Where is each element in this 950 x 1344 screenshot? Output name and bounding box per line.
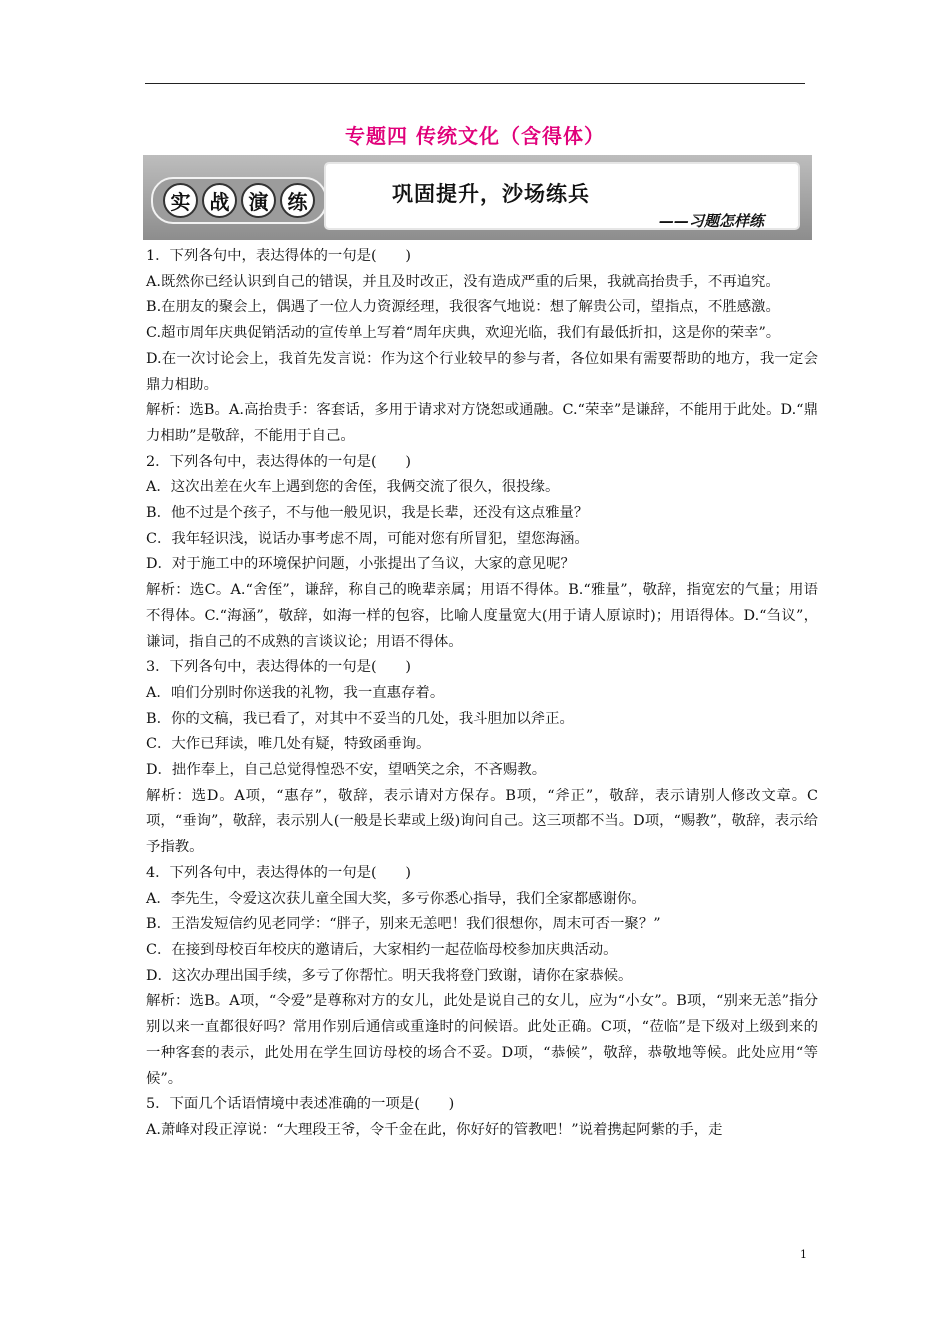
question-option: D．这次办理出国手续，多亏了你帮忙。明天我将登门致谢，请你在家恭候。 — [146, 967, 633, 984]
question-stem: 5．下面几个话语情境中表述准确的一项是( ) — [146, 1096, 455, 1113]
question-option: C．在接到母校百年校庆的邀请后，大家相约一起莅临母校参加庆典活动。 — [146, 941, 618, 958]
question-option: A．咱们分别时你送我的礼物，我一直惠存着。 — [146, 684, 445, 701]
page-number: 1 — [800, 1248, 807, 1261]
question-option: A．李先生，令爱这次获儿童全国大奖，多亏你悉心指导，我们全家都感谢你。 — [146, 890, 646, 907]
page-title: 专题四 传统文化（含得体） — [345, 124, 605, 148]
question-option: D.在一次讨论会上，我首先发言说：作为这个行业较早的参与者，各位如果有需要帮助的地方，我一定会鼎力相助。 — [146, 350, 818, 393]
question-list — [146, 244, 818, 1144]
question-stem: 2．下列各句中，表达得体的一句是( ) — [146, 453, 412, 470]
question-option: D．拙作奉上，自己总觉得惶恐不安，望哂笑之余，不吝赐教。 — [146, 762, 547, 779]
question-stem: 1．下列各句中，表达得体的一句是( ) — [146, 248, 412, 264]
question-stem: 3．下列各句中，表达得体的一句是( ) — [146, 659, 412, 676]
question-analysis: 解析：选B。A项，“令爱”是尊称对方的女儿，此处是说自己的女儿，应为“小女”。B项，“别来无恙”指分别以来一直都很好吗？常用作别后通信或重逢时的问候语。此处正确。C项，“莅临”是下级对上级到来的一种客套的表示，此处用在学生回访母校的场合不妥。D项，“恭候”，敬辞，恭敬地等候。此处应用“等候”。 — [146, 993, 818, 1087]
question-option: D．对于施工中的环境保护问题，小张提出了刍议，大家的意见呢？ — [146, 556, 575, 573]
question-option: B．你的文稿，我已看了，对其中不妥当的几处，我斗胆加以斧正。 — [146, 710, 574, 727]
question-option: A.萧峰对段正淳说：“大理段王爷，令千金在此，你好好的管教吧！”说着携起阿紫的手，走 — [146, 1121, 723, 1138]
badge-char: 实 — [163, 183, 198, 218]
question-analysis: 解析：选B。A.高抬贵手：客套话，多用于请求对方饶恕或通融。C.“荣幸”是谦辞，不能用于此处。D.“鼎力相助”是敬辞，不能用于自己。 — [146, 402, 818, 444]
question-option: B．他不过是个孩子，不与他一般见识，我是长辈，还没有这点雅量？ — [146, 505, 589, 522]
question-option: C．大作已拜读，唯几处有疑，特致函垂询。 — [146, 736, 431, 753]
question-option: B．王浩发短信约见老同学：“胖子，别来无恙吧！我们很想你，周末可否一聚？” — [146, 916, 661, 933]
practice-badges — [151, 177, 327, 224]
question-option: A．这次出差在火车上遇到您的舍侄，我俩交流了很久，很投缘。 — [146, 479, 560, 496]
question-option: C.超市周年庆典促销活动的宣传单上写着“周年庆典，欢迎光临，我们有最低折扣，这是你的荣幸”。 — [146, 325, 781, 342]
badge-char: 战 — [202, 183, 237, 218]
banner-subtitle: ——习题怎样练 — [658, 212, 764, 230]
banner-panel — [326, 164, 798, 228]
question-option: C．我年轻识浅，说话办事考虑不周，可能对您有所冒犯，望您海涵。 — [146, 530, 589, 547]
practice-banner — [143, 155, 812, 240]
question-option: B.在朋友的聚会上，偶遇了一位人力资源经理，我很客气地说：想了解贵公司，望指点，不胜感激。 — [146, 299, 780, 316]
question-analysis: 解析：选D。A项，“惠存”，敬辞，表示请对方保存。B项，“斧正”，敬辞，表示请别人修改文章。C项，“垂询”，敬辞，表示别人(一般是长辈或上级)询问自己。这三项都不当。D项，“赐教”，敬辞，表示给予指教。 — [146, 787, 818, 856]
banner-slogan: 巩固提升，沙场练兵 — [392, 182, 590, 206]
badge-char: 练 — [280, 183, 315, 218]
question-option: A.既然你已经认识到自己的错误，并且及时改正，没有造成严重的后果，我就高抬贵手，不再追究。 — [146, 273, 780, 290]
header-rule — [145, 83, 805, 84]
question-analysis: 解析：选C。A.“舍侄”，谦辞，称自己的晚辈亲属；用语不得体。B.“雅量”，敬辞，指宽宏的气量；用语不得体。C.“海涵”，敬辞，如海一样的包容，比喻人度量宽大(用于请人原谅时)；用语得体。D.“刍议”，谦词，指自己的不成熟的言谈议论；用语不得体。 — [146, 582, 818, 650]
badge-char: 演 — [241, 183, 276, 218]
question-stem: 4．下列各句中，表达得体的一句是( ) — [146, 864, 412, 881]
